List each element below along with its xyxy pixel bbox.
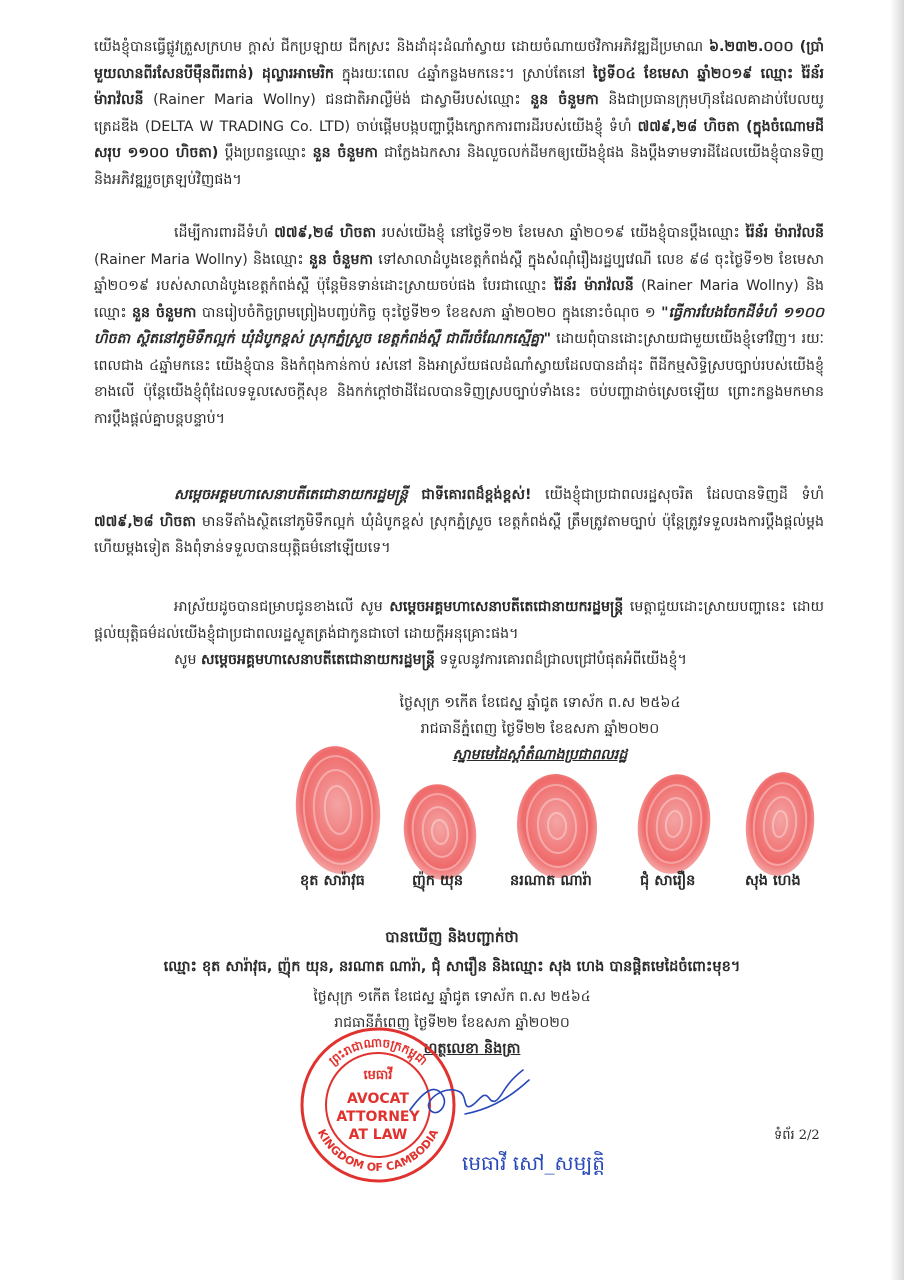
fingerprint-name-3: នរណាត ណារ៉ា bbox=[510, 873, 592, 889]
seal-bottom-text: KINGDOM OF CAMBODIA bbox=[314, 1127, 442, 1175]
person-name: រ៉ៃន័រ ម៉ារាវ៉លនី bbox=[745, 225, 824, 241]
person-name: រ៉ៃន័រ ម៉ារាវ៉លនី bbox=[554, 278, 634, 294]
lawyer-signature bbox=[405, 1062, 535, 1132]
text-span: ដោយពុំបានដោះស្រាយជាមួយយើងខ្ញុំទៅវិញ។ រយៈពេលជាង ៤ឆ្នាំមកនេះ យើងខ្ញុំបាន និងកំពុងកាន់កាប់ រស់នៅ និងអាស្រ័យផលដំណាំស្វាយដែលបានដាំដុះ ពីដីកម្មសិទ្ធិស្របច្បាប់របស់យើងខ្ញុំខាងលើ ប៉ុន្តែយើងខ្ញុំពុំដែលទទួលសេចក្ដីសុខ និងកក់ក្ដៅថាដីដែលបានទិញស្របច្បាប់ទាំងនេះ ចប់បញ្ហាដាច់ស្រេចឡើយ ព្រោះកន្លងមកមានការប្ដឹងផ្ដល់គ្នាបន្តបន្ទាប់។ bbox=[94, 331, 824, 427]
fingerprint-3 bbox=[513, 771, 600, 880]
person-name: នួន ចំនួមកា bbox=[312, 145, 378, 161]
fingerprint-name-5: សុង ហេង bbox=[745, 873, 801, 889]
witness-solar-date: រាជធានីភ្នំពេញ ថ្ងៃទី២២ ខែឧសភា ឆ្នាំ២០២០ bbox=[334, 1015, 570, 1031]
fingerprint-1 bbox=[291, 743, 386, 878]
paragraph-4 bbox=[94, 594, 824, 647]
text-span: អាស្រ័យដូចបានជម្រាបជូនខាងលើ សូម bbox=[174, 599, 383, 615]
seal-line-2: ATTORNEY bbox=[336, 1109, 420, 1125]
land-size-text: ៧៧៩,២៨ ហិចតា bbox=[274, 225, 377, 241]
paragraph-1 bbox=[94, 34, 824, 193]
text-span: មេត្តាជួយដោះស្រាយបញ្ហានេះ ដោយផ្ដល់យុត្តិធម៌ដល់យើងខ្ញុំជាប្រជាពលរដ្ឋស្លូតត្រង់ជាកូនជាចៅ ដោយក្ដីអនុគ្រោះផង។ bbox=[94, 599, 824, 642]
text-span: (Rainer Maria Wollny) ជនជាតិអាល្លឺម៉ង់ ជាស្វាមីរបស់ឈ្មោះ bbox=[153, 92, 521, 108]
paragraph-3 bbox=[94, 482, 824, 562]
person-name: នួន ចំនួមកា bbox=[530, 92, 599, 108]
witness-names: ឈ្មោះ ខុត សារ៉ាវុធ, ញ៉ុក យុន, នរណាត ណារ៉ា, ជុំ សារឿន និងឈ្មោះ សុង ហេង បានផ្ដិតមេដៃចំពោះមុខ។ bbox=[163, 959, 741, 975]
text-span: (Rainer Maria Wollny) និងឈ្មោះ bbox=[94, 251, 304, 268]
addressee-title: សម្ដេចអគ្គមហាសេនាបតីតេជោនាយករដ្ឋមន្ត្រី bbox=[389, 599, 624, 615]
page-edge-shadow bbox=[890, 0, 904, 1280]
salutation: ជាទីគោរពដ៏ខ្ពង់ខ្ពស់! bbox=[421, 487, 532, 503]
seal-line-3: AT LAW bbox=[348, 1127, 408, 1143]
fingerprint-4 bbox=[631, 769, 716, 878]
lawyer-name: មេធាវី សៅ_សម្បត្តិ bbox=[462, 1151, 605, 1175]
text-span: សូម bbox=[174, 652, 197, 668]
amount-text: ៦.២៣២.០០០ (ប្រាំមួយលានពីរសែនបីម៉ឺនពីរពាន់) ដុល្លារអាមេរិក bbox=[94, 39, 824, 82]
fingerprint-name-2: ញ៉ុក យុន bbox=[412, 873, 464, 889]
text-span: របស់យើងខ្ញុំ នៅថ្ងៃទី១២ ខែមេសា ឆ្នាំ២០១៩ យើងខ្ញុំបានប្ដឹងឈ្មោះ bbox=[381, 225, 740, 241]
land-size-text: ៧៧៩,២៨ ហិចតា bbox=[94, 513, 196, 530]
text-span: ដើម្បីការពារដីទំហំ bbox=[174, 225, 269, 241]
fingerprint-5 bbox=[741, 769, 819, 880]
text-span: មានទីតាំងស្ថិតនៅភូមិទឹកល្អក់ ឃុំដំបូកខ្ពស់ ស្រុកភ្នំស្រួច ខេត្តកំពង់ស្ពឺ ត្រឹមត្រូវតាមច្បាប់ ប៉ុន្តែត្រូវទទួលរងការប្ដឹងផ្ដល់ម្ដងហើយម្ដងទៀត និងពុំទាន់ទទួលបានយុត្តិធម៌នៅឡើយទេ។ bbox=[94, 513, 824, 556]
witness-lunar-date: ថ្ងៃសុក្រ ១កើត ខែជេស្ឋ ឆ្នាំជូត ទោស័ក ព.ស ២៥៦៤ bbox=[313, 989, 591, 1005]
witness-title: បានឃើញ និងបញ្ជាក់ថា bbox=[385, 928, 519, 946]
text-span: (Rainer Maria Wollny) និងឈ្មោះ bbox=[94, 278, 824, 321]
person-name: នួន ចំនួមកា bbox=[132, 304, 197, 321]
lunar-date: ថ្ងៃសុក្រ ១កើត ខែជេស្ឋ ឆ្នាំជូត ទោស័ក ព.ស ២៥៦៤ bbox=[399, 695, 681, 711]
date-name-text: ថ្ងៃទី០៤ ខែមេសា ឆ្នាំ២០១៩ ឈ្មោះ រ៉ៃន័រ ម៉ារាវ៉លនី bbox=[94, 65, 824, 108]
addressee-title: សម្ដេចអគ្គមហាសេនាបតីតេជោនាយករដ្ឋមន្ត្រី bbox=[174, 487, 408, 503]
person-name: នួន ចំនួមកា bbox=[308, 251, 374, 268]
quoted-clause: "ធ្វើការបែងចែកដីទំហំ ១១០០ ហិចតា ស្ថិតនៅភូមិទឹកល្អក់ ឃុំដំបូកខ្ពស់ ស្រុកភ្នំស្រួច ខេត្តកំពង់ស្ពឺ ជាពីរចំណែកស្មើគ្នា" bbox=[94, 304, 824, 347]
text-span: យើងខ្ញុំជាប្រជាពលរដ្ឋសុចរិត ដែលបានទិញដី ទំហំ bbox=[545, 487, 824, 503]
seal-center-khmer: មេធាវី bbox=[363, 1068, 393, 1083]
text-span: ទទួលនូវការគោរពដ៏ជ្រាលជ្រៅបំផុតអំពីយើងខ្ញុំ។ bbox=[439, 652, 687, 668]
addressee-title: សម្ដេចអគ្គមហាសេនាបតីតេជោនាយករដ្ឋមន្ត្រី bbox=[201, 652, 435, 668]
fingerprint-name-4: ជុំ សារឿន bbox=[640, 873, 696, 889]
text-span: និងជាប្រធានក្រុមហ៊ុនដែលគាដាប់បែលយូ ត្រេដឌីង (DELTA W TRADING Co. LTD) ចាប់ផ្ដើមបង្កបញ្ហាប្ដឹងក្សោកការពារដីរបស់យើងខ្ញុំ ទំហំ bbox=[94, 92, 824, 135]
fingerprint-2 bbox=[398, 779, 483, 884]
paragraph-2 bbox=[94, 220, 824, 432]
notary-title: ហត្ថលេខា និងត្រា bbox=[423, 1041, 521, 1057]
land-size-text: ៧៧៩,២៨ ហិចតា (ក្នុងចំណោមដីសរុប ១១០០ ហិចតា) bbox=[94, 118, 824, 161]
page-number: ទំព័រ 2/2 bbox=[774, 1128, 820, 1143]
text-span: បានរៀបចំកិច្ចព្រមព្រៀងបញ្ចប់កិច្ច ចុះថ្ងៃទី២១ ខែឧសភា ឆ្នាំ២០២០ ក្នុងនោះចំណុច ១ bbox=[201, 304, 656, 321]
paragraph-5 bbox=[94, 647, 824, 674]
fingerprint-name-1: ខុត សារ៉ាវុធ bbox=[300, 873, 365, 889]
text-span: យើងខ្ញុំបានធ្វើផ្លូវត្រួសក្រហម ក្ដាស់ ជីកប្រឡាយ ជីកស្រះ និងដាំដុះដំណាំស្វាយ ដោយចំណាយថវិកាអភិវឌ្ឍដីប្រមាណ bbox=[94, 39, 704, 55]
text-span: ប្ដឹងប្រពន្ធឈ្មោះ bbox=[224, 145, 307, 161]
text-span: ជាក្លែងឯកសារ និងលួចលក់ដីមកឲ្យយើងខ្ញុំផង និងប្ដឹងទាមទារដីដែលយើងខ្ញុំបានទិញ និងអភិវឌ្ឍរួចត្រឡប់វិញផង។ bbox=[94, 145, 824, 188]
text-span: ទៅសាលាដំបូងខេត្តកំពង់ស្ពឺ ក្នុងសំណុំរឿងរដ្ឋប្បវេណី លេខ ៩៨ ចុះថ្ងៃទី១២ ខែមេសា ឆ្នាំ២០១៩ របស់សាលាដំបូងខេត្តកំពង់ស្ពឺ ប៉ុន្តែមិនទាន់ដោះស្រាយចប់ផង បែរជាឈ្មោះ bbox=[94, 251, 825, 294]
seal-top-text: ព្រះរាជាណាចក្រកម្ពុជា bbox=[326, 1035, 430, 1069]
solar-date: រាជធានីភ្នំពេញ ថ្ងៃទី២២ ខែឧសភា ឆ្នាំ២០២០ bbox=[420, 721, 660, 737]
text-span: ក្នុងរយៈពេល ៤ឆ្នាំកន្លងមកនេះ។ ស្រាប់តែនៅ bbox=[341, 65, 586, 82]
seal-line-1: AVOCAT bbox=[347, 1091, 409, 1107]
signature-section-title: ស្នាមមេដៃស្ដាំតំណាងប្រជាពលរដ្ឋ bbox=[452, 747, 628, 763]
